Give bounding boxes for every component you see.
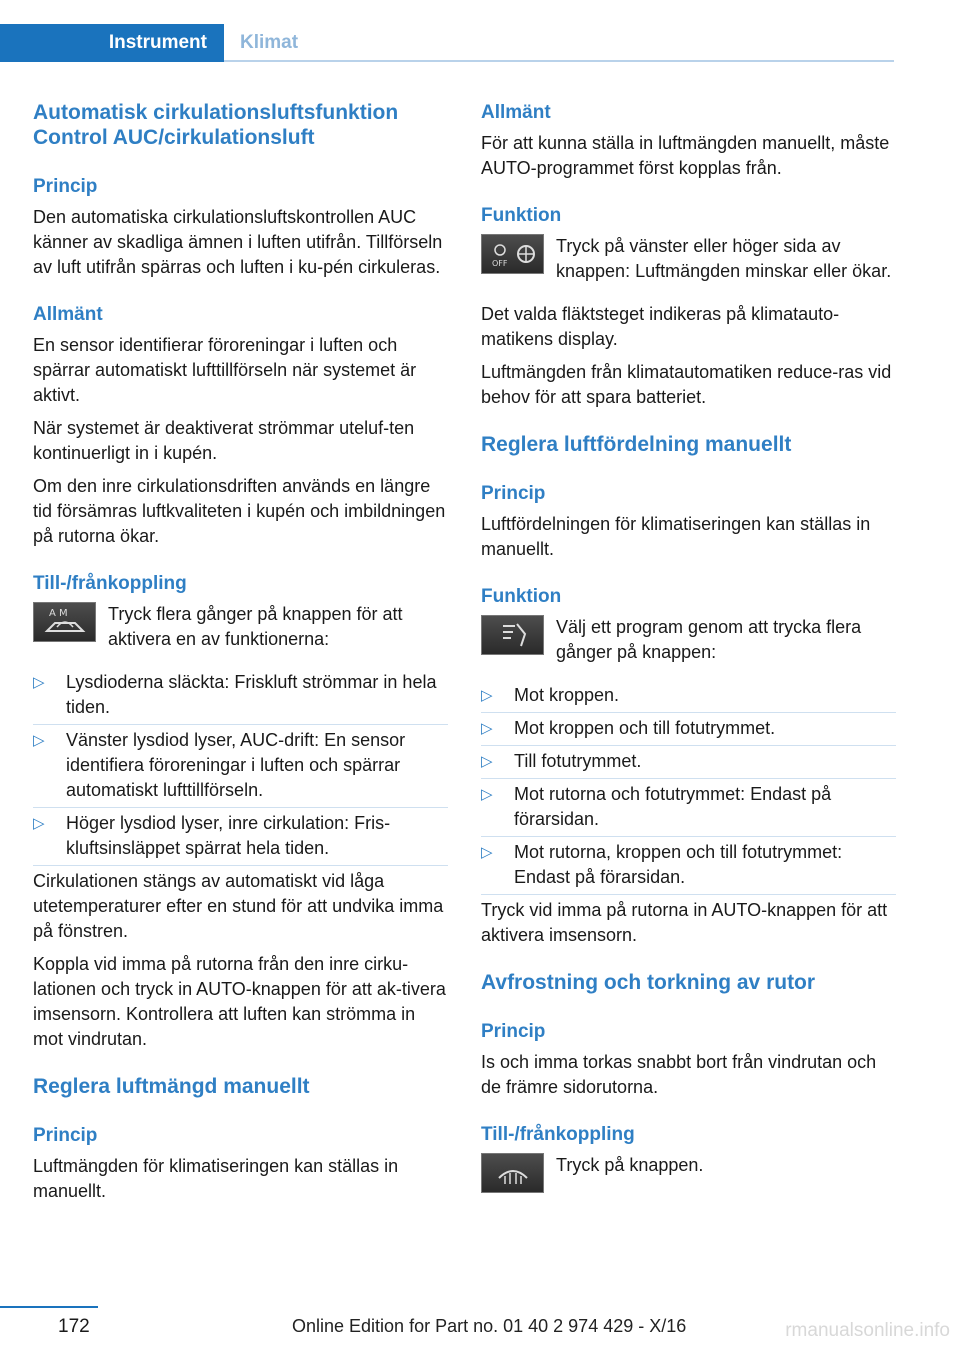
list-item: ▷ Vänster lysdiod lyser, AUC-drift: En sensor identifiera föroreningar i luften och spärrar automatiskt lufttillförseln. [33, 728, 448, 803]
fan-speed-icon [481, 234, 544, 274]
text-princip-r: Luftfördelningen för klimatiseringen kan ställas in manuellt. [481, 514, 871, 559]
defrost-button-block [481, 1153, 896, 1203]
air-distribution-button-block [481, 615, 896, 665]
triangle-bullet-icon: ▷ [481, 687, 493, 704]
auc-recirculation-icon [33, 602, 96, 642]
section-title-auc: Automatisk cirkulationsluftsfunktion Control AUC/cirkulationsluft [33, 101, 399, 149]
tab-instrument[interactable]: Instrument [0, 24, 224, 62]
tab-klimat[interactable]: Klimat [240, 32, 299, 53]
text-allmant-r: För att kunna ställa in luftmängden manuellt, måste AUTO-programmet först kopplas från. [481, 133, 890, 178]
text-r-1: Det valda fläktsteget indikeras på klimatauto-matikens display. [481, 304, 840, 349]
text-funktion-2: Välj ett program genom att trycka flera gånger på knappen: [556, 617, 862, 662]
text-funktion: Tryck på vänster eller höger sida av knappen: Luftmängden minskar eller ökar. [556, 236, 892, 281]
svg-text:OFF: OFF [491, 259, 507, 268]
svg-text:A M: A M [48, 608, 68, 619]
text-defrost: Tryck på knappen. [556, 1155, 704, 1175]
text-allmant-2: När systemet är deaktiverat strömmar uteluf-ten kontinuerligt in i kupén. [33, 418, 415, 463]
text-after-r: Tryck vid imma på rutorna in AUTO-knappen för att aktivera imsensorn. [481, 900, 888, 945]
list-item: ▷ Lysdioderna släckta: Friskluft strömmar in hela tiden. [33, 670, 448, 720]
right-column [481, 100, 896, 1221]
list-item: ▷ Mot kroppen och till fotutrymmet. [481, 716, 896, 741]
tab-divider [224, 60, 894, 62]
heading-princip: Princip [33, 176, 98, 197]
fan-button-block [481, 234, 896, 284]
footer-edition: Online Edition for Part no. 01 40 2 974 429 - X/16 [292, 1316, 687, 1336]
air-distribution-list [481, 683, 896, 890]
heading-funktion: Funktion [481, 205, 562, 226]
text-allmant-1: En sensor identifierar föroreningar i luften och spärrar automatiskt lufttillförseln när systemet är aktivt. [33, 335, 417, 405]
heading-allmant-r: Allmänt [481, 102, 551, 123]
watermark: rmanualsonline.info [785, 1320, 950, 1341]
section-title-avfrostning: Avfrostning och torkning av rutor [481, 971, 816, 994]
auc-button-block [33, 602, 448, 652]
text-princip-2: Luftmängden för klimatiseringen kan ställas in manuellt. [33, 1156, 399, 1201]
list-item: ▷ Höger lysdiod lyser, inre cirkulation: Fris-kluftsinsläppet spärrat hela tiden. [33, 811, 448, 861]
text-princip-3: Is och imma torkas snabbt bort från vindrutan och de främre sidorutorna. [481, 1052, 877, 1097]
text-princip: Den automatiska cirkulationsluftskontrollen AUC känner av skadliga ämnen i luften utifrån. Tillförseln av luft utifrån spärras och luften i ku-pén cirkuleras. [33, 207, 443, 277]
page-number: 172 [58, 1316, 90, 1337]
text-after-1: Cirkulationen stängs av automatiskt vid låga utetemperaturer efter en stund för att undvika imma på fönstren. [33, 871, 444, 941]
chapter-tabs [0, 0, 960, 62]
air-distribution-icon [481, 615, 544, 655]
text-allmant-3: Om den inre cirkulationsdriften används en längre tid försämras luftkvaliteten i kupén och imbildningen på rutorna ökar. [33, 476, 446, 546]
triangle-bullet-icon: ▷ [481, 720, 493, 737]
list-item: ▷ Mot rutorna, kroppen och till fotutrymmet: Endast på förarsidan. [481, 840, 896, 890]
left-column [33, 100, 448, 1212]
auc-mode-list [33, 670, 448, 861]
heading-princip-r: Princip [481, 483, 546, 504]
heading-allmant: Allmänt [33, 304, 103, 325]
triangle-bullet-icon: ▷ [33, 674, 45, 691]
heading-till-fran: Till-/frånkoppling [33, 573, 187, 594]
list-item: ▷ Mot kroppen. [481, 683, 896, 708]
page-number-rule [0, 1306, 98, 1308]
heading-princip-2: Princip [33, 1125, 98, 1146]
triangle-bullet-icon: ▷ [481, 753, 493, 770]
triangle-bullet-icon: ▷ [33, 732, 45, 749]
text-r-2: Luftmängden från klimatautomatiken reduce-ras vid behov för att spara batteriet. [481, 362, 892, 407]
heading-funktion-2: Funktion [481, 586, 562, 607]
triangle-bullet-icon: ▷ [481, 786, 493, 803]
heading-princip-3: Princip [481, 1021, 546, 1042]
text-till-fran: Tryck flera gånger på knappen för att aktivera en av funktionerna: [108, 604, 403, 649]
defrost-icon [481, 1153, 544, 1193]
section-title-luftmangd: Reglera luftmängd manuellt [33, 1075, 310, 1098]
list-item: ▷ Till fotutrymmet. [481, 749, 896, 774]
section-title-luftfordelning: Reglera luftfördelning manuellt [481, 433, 792, 456]
list-item: ▷ Mot rutorna och fotutrymmet: Endast på förarsidan. [481, 782, 896, 832]
heading-till-fran-2: Till-/frånkoppling [481, 1124, 635, 1145]
triangle-bullet-icon: ▷ [481, 844, 493, 861]
triangle-bullet-icon: ▷ [33, 815, 45, 832]
text-after-2: Koppla vid imma på rutorna från den inre cirku-lationen och tryck in AUTO-knappen för att ak-tivera imsensorn. Kontrollera att luften kan strömma in mot vindrutan. [33, 954, 446, 1049]
